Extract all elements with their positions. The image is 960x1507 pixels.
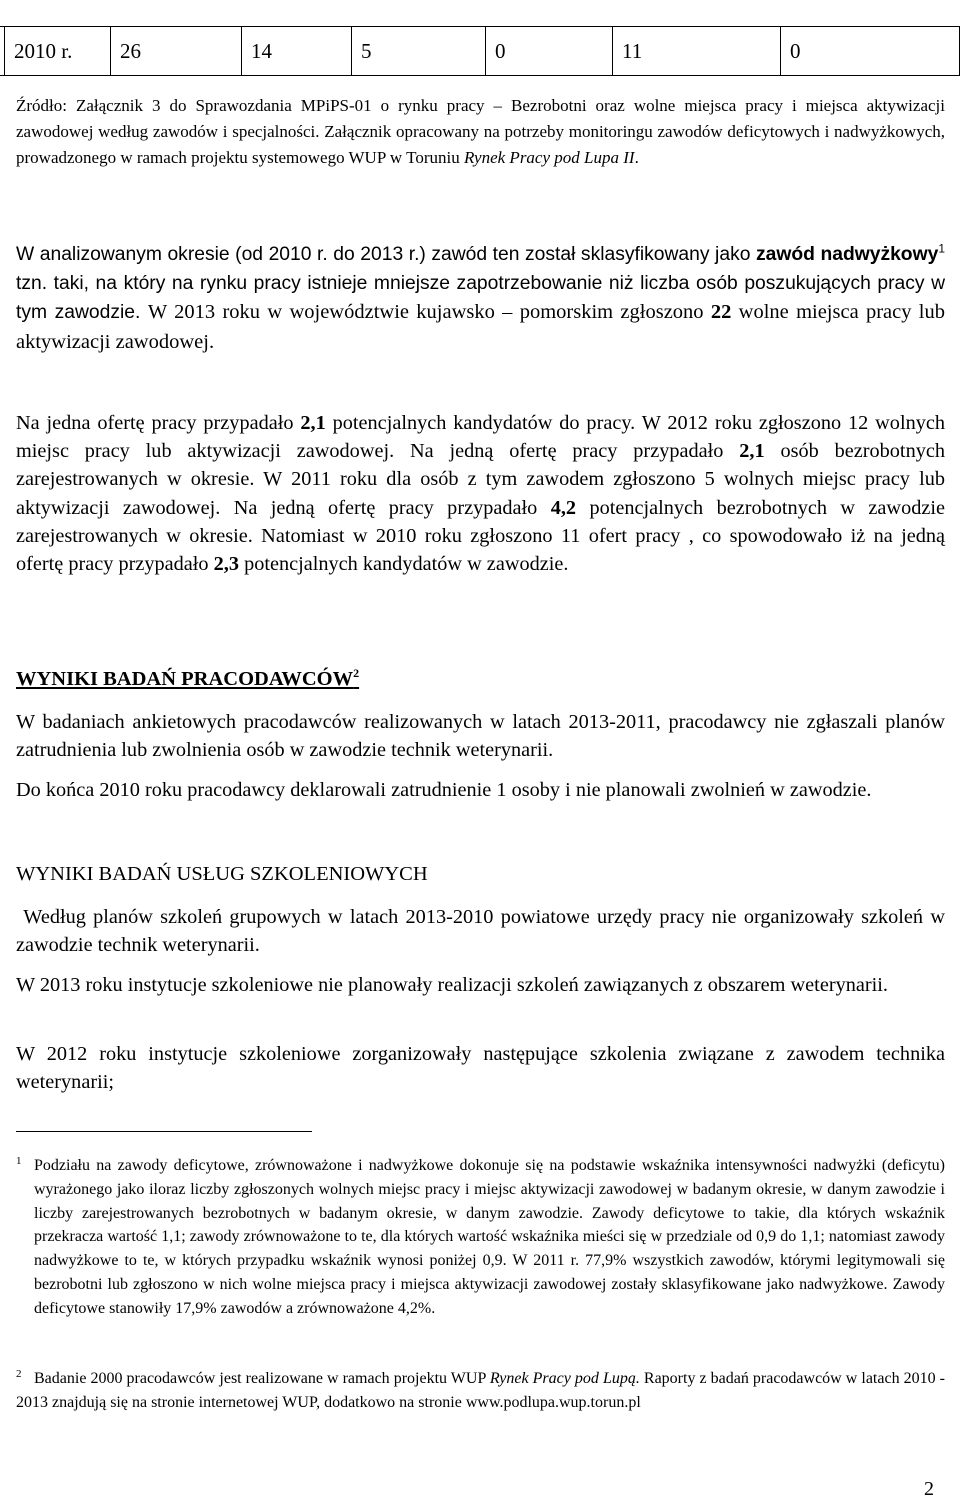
footnote-1-text: Podziału na zawody deficytowe, zrównoważone i nadwyżkowe dokonuje się na podstawie wskaźnika intensywności nadwyżki (deficytu) wyrażonego jako iloraz liczby zgłoszonych wolnych miejsc pracy i miejsc aktywizacji zawodowej w badanym okresie, w danym zawodzie i liczby zarejestrowanych bezrobotnych w badanym okresie, w danym zawodzie. Zawody deficytowe to takie, dla których wskaźnik przekracza wartość 1,1; zawody zrównoważone to te, dla których wartość wskaźnika mieści się w przedziale od 0,9 do 1,1; natomiast zawody nadwyżkowe to te, w których przypadku wskaźnik wynosi poniżej 0,9. W 2011 r. 77,9% wszystkich zawodów, którymi legitymowali się bezrobotni lub zgłoszono w nich wolne miejsca pracy i miejsca aktywizacji zawodowej zostały sklasyfikowane jako nadwyżkowe. Zawody deficytowe stanowiły 17,9% zawodów a zrównoważone 4,2%.	[34, 1157, 945, 1317]
footnote-2-mark: 2	[16, 1368, 22, 1380]
training-paragraph-3: W 2012 roku instytucje szkoleniowe zorganizowały następujące szkolenia związane z zawodem technika weterynarii;	[16, 1043, 945, 1093]
analysis-paragraph: W analizowanym okresie (od 2010 r. do 2013 r.) zawód ten został sklasyfikowany jako zawód nadwyżkowy$^1$ tzn. taki, na który na rynku pracy istnieje mniejsze zapotrzebowanie niż liczba osób poszukujących pracy w tym zawodzie. W 2013 roku w województwie kujawsko – pomorskim zgłoszono 22 wolne miejsca pracy lub aktywizacji zawodowej.	[16, 241, 946, 353]
footnote-1-mark: 1	[16, 1155, 22, 1167]
table-cell-year: 2010 r.	[4, 27, 110, 75]
footnote-separator	[16, 1131, 312, 1132]
analysis-continuation: Na jedna ofertę pracy przypadało 2,1 potencjalnych kandydatów do pracy. W 2012 roku zgłoszono 12 wolnych miejsc pracy lub aktywizacji zawodowej. Na jedną ofertę pracy przypadało 2,1 osób bezrobotnych zarejestrowanych w okresie. W 2011 roku dla osób z tym zawodem zgłoszono 5 wolnych miejsc pracy lub aktywizacji zawodowej. Na jedną ofertę pracy przypadało 4,2 potencjalnych bezrobotnych w zawodzie zarejestrowanych w okresie. Natomiast w 2010 roku zgłoszono 11 ofert pracy , co spowodowało iż na jedną ofertę pracy przypadało 2,3 potencjalnych kandydatów w zawodzie.	[16, 412, 946, 576]
source-italic-title: Rynek Pracy pod Lupa II	[463, 148, 635, 167]
ratio-value: 2,3	[213, 553, 239, 576]
page-number: 2	[924, 1478, 934, 1500]
table-cell: 0	[485, 27, 612, 75]
footnote-ref-2: 2	[353, 666, 360, 681]
employers-paragraph-1: W badaniach ankietowych pracodawców realizowanych w latach 2013-2011, pracodawcy nie zgłaszali planów zatrudnienia lub zwolnienia osób w zawodzie technik weterynarii.	[16, 711, 945, 761]
table-cell: 5	[351, 27, 485, 75]
footnote-1	[16, 1154, 945, 1321]
training-paragraph-1: Według planów szkoleń grupowych w latach 2013-2010 powiatowe urzędy pracy nie organizowały szkoleń w zawodzie technik weterynarii.	[16, 906, 951, 956]
training-paragraph-2: W 2013 roku instytucje szkoleniowe nie planowały realizacji szkoleń zawiązanych z obszarem weterynarii.	[16, 974, 888, 996]
data-table-row	[0, 26, 960, 76]
ratio-value: 2,1	[300, 412, 326, 434]
footnote-2	[16, 1367, 945, 1415]
table-cell: 11	[612, 27, 780, 75]
ratio-value: 4,2	[550, 496, 577, 519]
table-cell: 0	[780, 27, 960, 75]
employers-heading: WYNIKI BADAŃ PRACODAWCÓW$^2$	[16, 666, 360, 690]
value-2013: 22	[710, 301, 732, 323]
footnote-2-text: Badanie 2000 pracodawców jest realizowane w ramach projektu WUP Rynek Pracy pod Lupą. Raporty z badań pracodawców w latach 2010 - 2013 znajdują się na stronie internetowej WUP, dodatkowo na stronie www.podlupa.wup.torun.pl	[16, 1370, 945, 1411]
ratio-value: 2,1	[739, 440, 765, 463]
source-note: Źródło: Załącznik 3 do Sprawozdania MPiPS-01 o rynku pracy – Bezrobotni oraz wolne miejsca pracy i miejsca aktywizacji zawodowej według zawodów i specjalności. Załącznik opracowany na potrzeby monitoringu zawodów deficytowych i nadwyżkowych, prowadzonego w ramach projektu systemowego WUP w Toruniu Rynek Pracy pod Lupa II.	[16, 96, 945, 167]
table-cell: 26	[110, 27, 241, 75]
training-heading: WYNIKI BADAŃ USŁUG SZKOLENIOWYCH	[16, 863, 428, 885]
employers-paragraph-2: Do końca 2010 roku pracodawcy deklarowali zatrudnienie 1 osoby i nie planowali zwolnień w zawodzie.	[16, 779, 872, 801]
table-cell: 14	[241, 27, 351, 75]
surplus-label: zawód nadwyżkowy	[755, 244, 939, 265]
footnote-ref-1: 1	[938, 241, 945, 256]
